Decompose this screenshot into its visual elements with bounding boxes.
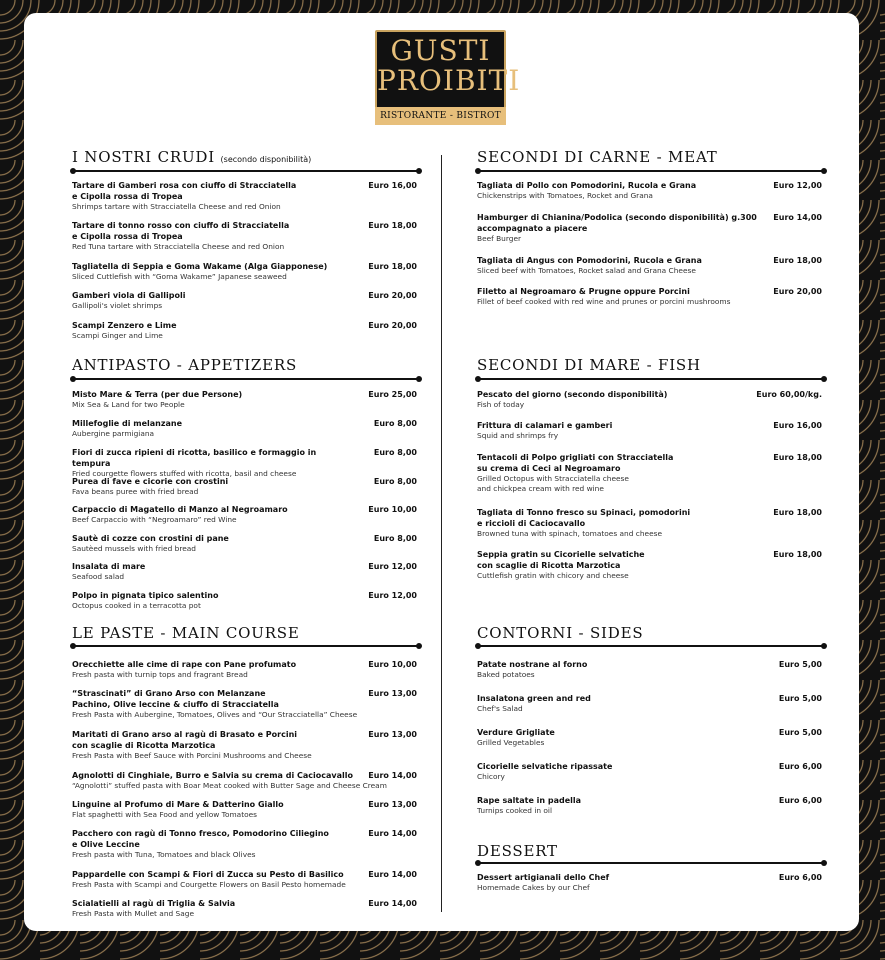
menu-item-name: Filetto al Negroamaro & Prugne oppure Porcini — [477, 287, 690, 296]
menu-item-name: Pacchero con ragù di Tonno fresco, Pomodorino Ciliegino e Olive Leccine — [72, 829, 329, 849]
section-rule — [477, 645, 825, 647]
menu-item-description: Chickenstrips with Tomatoes, Rocket and Grana — [477, 191, 653, 200]
menu-item-price: Euro 14,00 — [368, 771, 417, 780]
menu-item-price: Euro 16,00 — [773, 421, 822, 430]
menu-item-description: Gallipoli's violet shrimps — [72, 301, 163, 310]
menu-item-name: Purea di fave e cicorie con crostini — [72, 477, 229, 486]
menu-item-name: Pappardelle con Scampi & Fiori di Zucca su Pesto di Basilico — [72, 870, 344, 879]
section-title-paste: LE PASTE - MAIN COURSE — [72, 624, 300, 642]
menu-item-price: Euro 14,00 — [368, 899, 417, 908]
menu-item-name: Sautè di cozze con crostini di pane — [72, 534, 229, 543]
menu-item — [72, 261, 417, 282]
section-rule — [477, 862, 825, 864]
menu-item — [72, 590, 417, 611]
menu-item-price: Euro 6,00 — [778, 796, 822, 805]
menu-item — [72, 659, 417, 680]
menu-item-name: Tagliata di Angus con Pomodorini, Rucola e Grana — [477, 256, 702, 265]
section-rule — [477, 170, 825, 172]
menu-item — [72, 828, 417, 860]
menu-item — [72, 180, 417, 212]
menu-item-name: Agnolotti di Cinghiale, Burro e Salvia su crema di Caciocavallo — [72, 771, 353, 780]
menu-item-description: Turnips cooked in oil — [477, 806, 553, 815]
menu-item — [477, 420, 822, 441]
menu-item-name: Tagliata di Pollo con Pomodorini, Rucola e Grana — [477, 181, 697, 190]
section-title-antipasto: ANTIPASTO - APPETIZERS — [72, 356, 298, 374]
menu-item — [72, 418, 417, 439]
menu-item-price: Euro 8,00 — [373, 448, 417, 457]
menu-item-description: Squid and shrimps fry — [477, 431, 559, 440]
menu-item — [72, 220, 417, 252]
menu-item-price: Euro 5,00 — [778, 728, 822, 737]
logo-tagline: RISTORANTE - BISTROT — [375, 107, 506, 125]
menu-item-description: Fresh Pasta with Scampi and Courgette Flowers on Basil Pesto homemade — [72, 880, 346, 889]
menu-item — [72, 504, 417, 525]
menu-item-description: Scampi Ginger and Lime — [72, 331, 163, 340]
menu-item-price: Euro 18,00 — [773, 508, 822, 517]
menu-item — [72, 799, 417, 820]
menu-item — [477, 659, 822, 680]
menu-item-name: Tagliatella di Seppia e Goma Wakame (Alga Giapponese) — [72, 262, 328, 271]
menu-item — [72, 688, 417, 720]
menu-item — [477, 549, 822, 581]
menu-item-name: Tartare di Gamberi rosa con ciuffo di Stracciatella e Cipolla rossa di Tropea — [72, 181, 297, 201]
menu-item-name: Polpo in pignata tipico salentino — [72, 591, 219, 600]
menu-item-name: Frittura di calamari e gamberi — [477, 421, 613, 430]
menu-item-name: Pescato del giorno (secondo disponibilità) — [477, 390, 668, 399]
menu-item-description: Fresh Pasta with Mullet and Sage — [72, 909, 195, 918]
menu-item-description: Baked potatoes — [477, 670, 535, 679]
menu-item-price: Euro 8,00 — [373, 419, 417, 428]
menu-item-price: Euro 5,00 — [778, 660, 822, 669]
menu-item-name: Hamburger di Chianina/Podolica (secondo disponibilità) g.300 accompagnato a piacere — [477, 213, 757, 233]
menu-item — [72, 320, 417, 341]
menu-item — [477, 286, 822, 307]
logo-line-2: PROIBITI — [377, 64, 521, 97]
menu-item-price: Euro 10,00 — [368, 505, 417, 514]
menu-item-price: Euro 13,00 — [368, 800, 417, 809]
menu-item-price: Euro 20,00 — [368, 291, 417, 300]
menu-item-price: Euro 12,00 — [773, 181, 822, 190]
menu-item-description: Flat spaghetti with Sea Food and yellow Tomatoes — [72, 810, 258, 819]
section-rule — [477, 378, 825, 380]
menu-item — [72, 898, 417, 919]
menu-item-price: Euro 20,00 — [773, 287, 822, 296]
menu-item-price: Euro 14,00 — [368, 829, 417, 838]
menu-item-price: Euro 18,00 — [773, 256, 822, 265]
menu-item-price: Euro 18,00 — [773, 550, 822, 559]
menu-item — [477, 795, 822, 816]
menu-item-description: Aubergine parmigiana — [72, 429, 155, 438]
menu-item-description: Shrimps tartare with Stracciatella Cheese and red Onion — [72, 202, 281, 211]
menu-item-price: Euro 5,00 — [778, 694, 822, 703]
menu-item-price: Euro 12,00 — [368, 591, 417, 600]
menu-item — [477, 212, 822, 244]
menu-item-name: Orecchiette alle cime di rape con Pane profumato — [72, 660, 297, 669]
logo-line-1: GUSTI — [390, 34, 491, 67]
menu-item-price: Euro 10,00 — [368, 660, 417, 669]
menu-item-price: Euro 6,00 — [778, 762, 822, 771]
restaurant-logo — [375, 30, 521, 125]
menu-item-description: Octopus cooked in a terracotta pot — [72, 601, 201, 610]
section-title-contorni: CONTORNI - SIDES — [477, 624, 644, 642]
menu-item-name: Cicorielle selvatiche ripassate — [477, 762, 613, 771]
section-title-carne: SECONDI DI CARNE - MEAT — [477, 148, 718, 166]
menu-item-name: Scampi Zenzero e Lime — [72, 321, 177, 330]
menu-item-description: Cuttlefish gratin with chicory and cheese — [477, 571, 629, 580]
menu-item — [72, 533, 417, 554]
menu-item-name: Linguine al Profumo di Mare & Datterino Giallo — [72, 800, 284, 809]
menu-item-name: Maritati di Grano arso al ragù di Brasato e Porcini con scaglie di Ricotta Marzotica — [72, 730, 298, 750]
menu-item-price: Euro 13,00 — [368, 730, 417, 739]
menu-item-name: Fiori di zucca ripieni di ricotta, basilico e formaggio in tempura — [72, 448, 317, 468]
menu-item-description: Fresh pasta with Tuna, Tomatoes and black Olives — [72, 850, 256, 859]
menu-item — [477, 452, 822, 494]
menu-item — [477, 507, 822, 539]
menu-item-description: Red Tuna tartare with Stracciatella Cheese and red Onion — [72, 242, 285, 251]
section-rule — [72, 645, 420, 647]
column-divider — [441, 155, 442, 912]
section-title-crudi: I NOSTRI CRUDI (secondo disponibilità) — [72, 148, 312, 166]
menu-item-price: Euro 8,00 — [373, 534, 417, 543]
menu-item-description: Grilled Vegetables — [477, 738, 545, 747]
menu-item-price: Euro 12,00 — [368, 562, 417, 571]
menu-item-name: “Strascinati” di Grano Arso con Melanzane Pachino, Olive leccine & ciuffo di Stracciatella — [72, 689, 279, 709]
menu-item-name: Millefoglie di melanzane — [72, 419, 183, 428]
menu-item — [72, 290, 417, 311]
menu-item-price: Euro 6,00 — [778, 873, 822, 882]
menu-item-description: Fillet of beef cooked with red wine and prunes or porcini mushrooms — [477, 297, 731, 306]
menu-item-name: Tentacoli di Polpo grigliati con Stracciatella su crema di Ceci al Negroamaro — [477, 453, 674, 473]
menu-item-name: Tartare di tonno rosso con ciuffo di Stracciatella e Cipolla rossa di Tropea — [72, 221, 290, 241]
menu-item-name: Insalatona green and red — [477, 694, 591, 703]
menu-item-name: Verdure Grigliate — [477, 728, 555, 737]
menu-item — [477, 255, 822, 276]
menu-item-price: Euro 60,00/kg. — [756, 390, 822, 399]
menu-item-name: Tagliata di Tonno fresco su Spinaci, pomodorini e riccioli di Caciocavallo — [477, 508, 691, 528]
menu-item-description: Chicory — [477, 772, 505, 781]
menu-item-description: Mix Sea & Land for two People — [72, 400, 185, 409]
menu-item-name: Misto Mare & Terra (per due Persone) — [72, 390, 243, 399]
menu-item-price: Euro 18,00 — [368, 262, 417, 271]
menu-item-price: Euro 16,00 — [368, 181, 417, 190]
menu-item-description: Seafood salad — [72, 572, 125, 581]
menu-item-description: Sliced Cuttlefish with “Goma Wakame” Japanese seaweed — [72, 272, 287, 281]
menu-item-name: Insalata di mare — [72, 562, 146, 571]
menu-item — [72, 869, 417, 890]
menu-item — [72, 476, 417, 497]
section-rule — [72, 170, 420, 172]
menu-item-price: Euro 25,00 — [368, 390, 417, 399]
menu-item-price: Euro 14,00 — [773, 213, 822, 222]
menu-item — [477, 761, 822, 782]
menu-item-description: Grilled Octopus with Stracciatella cheese and chickpea cream with red wine — [477, 474, 629, 493]
menu-item — [477, 727, 822, 748]
menu-item-description: Beef Carpaccio with “Negroamaro” red Wine — [72, 515, 237, 524]
menu-item-description: Fresh Pasta with Beef Sauce with Porcini Mushrooms and Cheese — [72, 751, 312, 760]
menu-item-description: Sliced beef with Tomatoes, Rocket salad and Grana Cheese — [477, 266, 696, 275]
section-title-dessert: DESSERT — [477, 842, 558, 860]
menu-item-price: Euro 20,00 — [368, 321, 417, 330]
menu-item-description: Sautèed mussels with fried bread — [72, 544, 196, 553]
menu-item-description: Fresh pasta with turnip tops and fragrant Bread — [72, 670, 248, 679]
menu-item — [477, 872, 822, 893]
menu-item — [72, 561, 417, 582]
section-title-mare: SECONDI DI MARE - FISH — [477, 356, 701, 374]
menu-item-description: Fish of today — [477, 400, 525, 409]
menu-item-name: Patate nostrane al forno — [477, 660, 588, 669]
menu-item — [72, 389, 417, 410]
menu-item-description: “Agnolotti” stuffed pasta with Boar Meat cooked with Butter Sage and Cheese Cream — [72, 781, 387, 790]
menu-item — [477, 693, 822, 714]
menu-item-description: Homemade Cakes by our Chef — [477, 883, 590, 892]
menu-item-description: Browned tuna with spinach, tomatoes and cheese — [477, 529, 663, 538]
menu-item — [72, 770, 417, 791]
menu-item-price: Euro 13,00 — [368, 689, 417, 698]
menu-item-name: Seppia gratin su Cicorielle selvatiche con scaglie di Ricotta Marzotica — [477, 550, 645, 570]
menu-item-description: Chef's Salad — [477, 704, 523, 713]
menu-item — [477, 180, 822, 201]
menu-item — [477, 389, 822, 410]
section-subtitle-crudi: (secondo disponibilità) — [220, 155, 312, 164]
menu-item-name: Rape saltate in padella — [477, 796, 582, 805]
menu-item-name: Scialatielli al ragù di Triglia & Salvia — [72, 899, 236, 908]
menu-item-description: Beef Burger — [477, 234, 522, 243]
menu-item-price: Euro 14,00 — [368, 870, 417, 879]
menu-item-description: Fresh Pasta with Aubergine, Tomatoes, Olives and “Our Stracciatella” Cheese — [72, 710, 358, 719]
menu-item-description: Fava beans puree with fried bread — [72, 487, 199, 496]
section-rule — [72, 378, 420, 380]
menu-item-price: Euro 8,00 — [373, 477, 417, 486]
menu-item-price: Euro 18,00 — [773, 453, 822, 462]
menu-item-name: Dessert artigianali dello Chef — [477, 873, 610, 882]
menu-item-name: Carpaccio di Magatello di Manzo al Negroamaro — [72, 505, 288, 514]
menu-item-price: Euro 18,00 — [368, 221, 417, 230]
menu-item — [72, 447, 417, 479]
menu-item — [72, 729, 417, 761]
menu-item-name: Gamberi viola di Gallipoli — [72, 291, 186, 300]
menu-item-description: Fried courgette flowers stuffed with ricotta, basil and cheese — [72, 469, 297, 478]
